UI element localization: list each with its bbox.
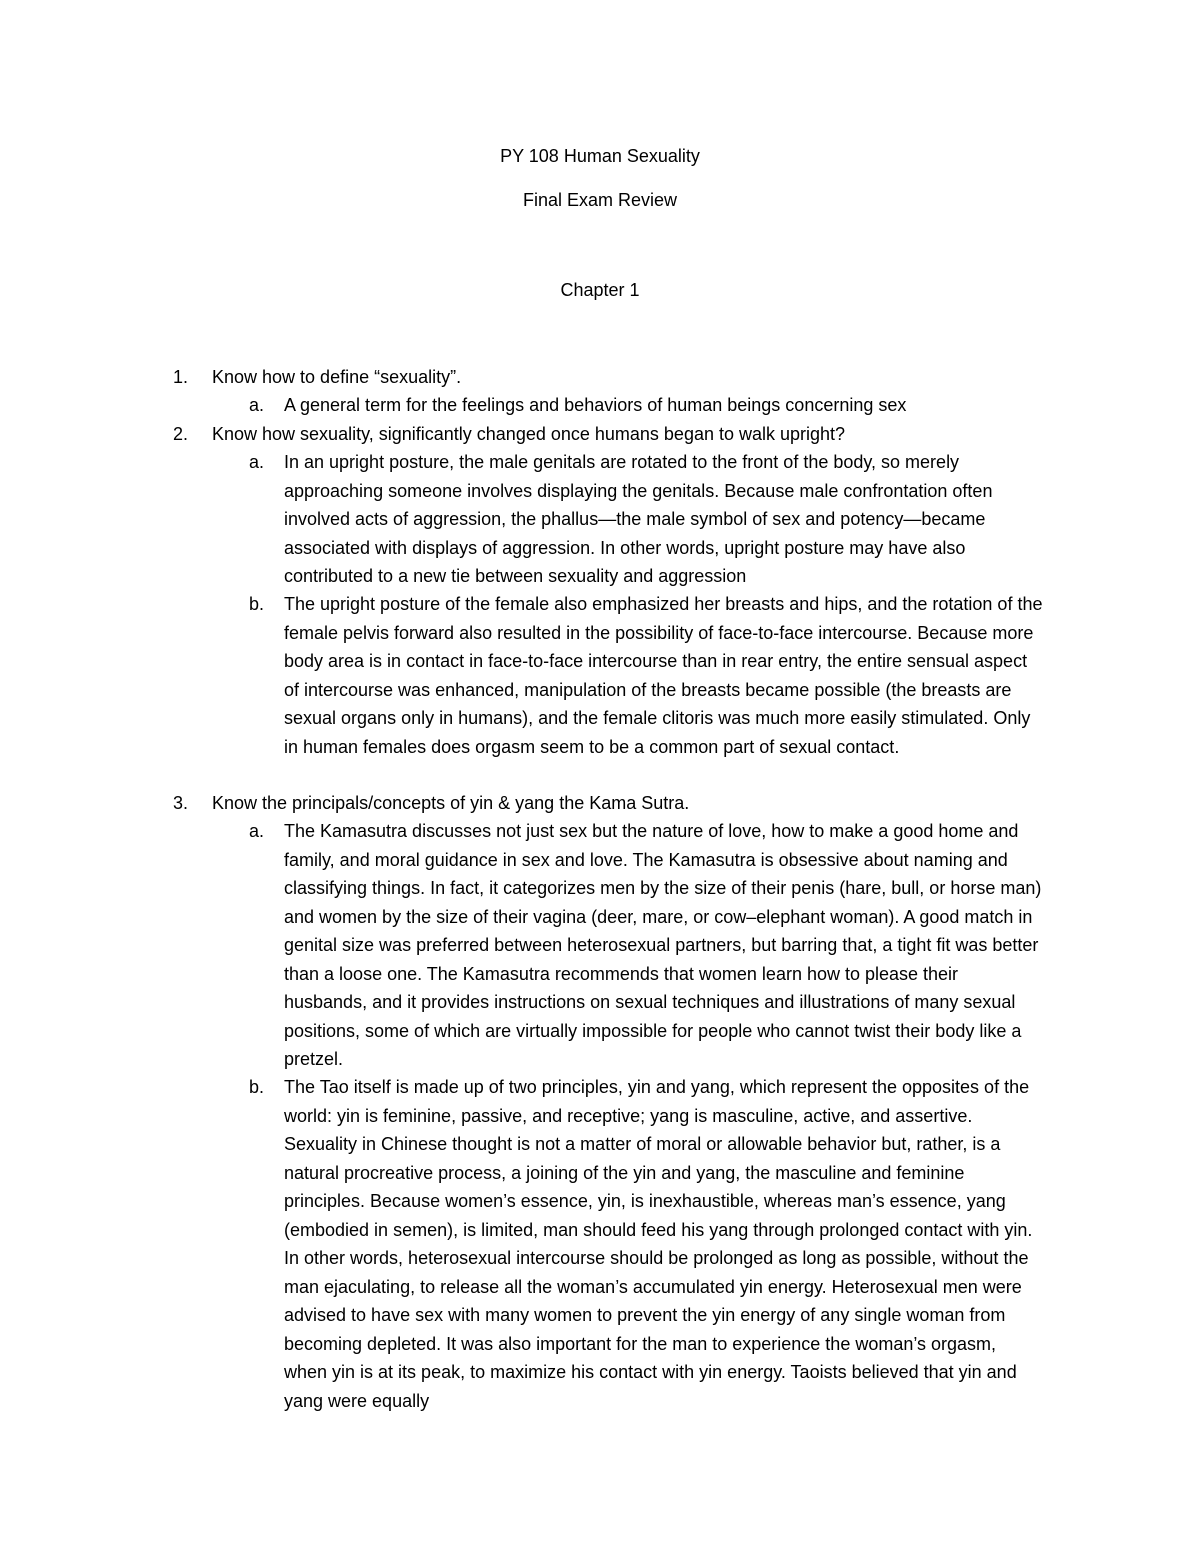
answer-text: The Kamasutra discusses not just sex but the nature of love, how to make a good home and family, and moral guidance in sex and love. The Kamasutra is obsessive about naming and classifying things. In fact, it categorizes men by the size of their penis (hare, bull, or horse man) and women by the size of their vagina (deer, mare, or cow–elephant woman). A good match in genital size was preferred between heterosexual partners, but barring that, a tight fit was better than a loose one. The Kamasutra recommends that women learn how to please their husbands, and it provides instructions on sexual techniques and illustrations of many sexual positions, some of which are virtually impossible for people who cannot twist their body like a pretzel. <box>284 821 1042 1069</box>
answer-text: The upright posture of the female also emphasized her breasts and hips, and the rotation of the female pelvis forward also resulted in the possibility of face-to-face intercourse. Because more body area is in contact in face-to-face intercourse than in rear entry, the entire sensual aspect of intercourse was enhanced, manipulation of the breasts became possible (the breasts are sexual organs only in humans), and the female clitoris was much more easily stimulated. Only in human females does orgasm seem to be a common part of sexual contact. <box>284 594 1043 757</box>
answer-text: A general term for the feelings and behaviors of human beings concerning sex <box>284 395 907 415</box>
item-number: 3. <box>173 793 189 813</box>
sub-item-letter: a. <box>249 452 265 472</box>
sub-item-letter: a. <box>249 395 265 415</box>
answer-text: The Tao itself is made up of two principles, yin and yang, which represent the opposites of the world: yin is feminine, passive, and receptive; yang is masculine, active, and assertive. Sexuality in Chinese thought is not a matter of moral or allowable behavior but, rather, is a natural procreative process, a joining of the yin and yang, the masculine and feminine principles. Because women’s essence, yin, is inexhaustible, whereas man’s essence, yang (embodied in semen), is limited, man should feed his yang through prolonged contact with yin. In other words, heterosexual intercourse should be prolonged as long as possible, without the man ejaculating, to release all the woman’s accumulated yin energy. Heterosexual men were advised to have sex with many women to prevent the yin energy of any single woman from becoming depleted. It was also important for the man to experience the woman’s orgasm, when yin is at its peak, to maximize his contact with yin energy. Taoists believed that yin and yang were equally <box>284 1077 1033 1411</box>
answer-text: In an upright posture, the male genitals are rotated to the front of the body, so merely approaching someone involves displaying the genitals. Because male confrontation often involved acts of aggression, the phallus—the male symbol of sex and potency—became associated with displays of aggression. In other words, upright posture may have also contributed to a new tie between sexuality and aggression <box>284 452 993 586</box>
question-text: Know how sexuality, significantly changed once humans began to walk upright? <box>212 424 846 444</box>
chapter-heading: Chapter 1 <box>560 280 640 300</box>
sub-item-letter: b. <box>249 1077 265 1097</box>
question-text: Know the principals/concepts of yin & yang the Kama Sutra. <box>212 793 690 813</box>
course-title: PY 108 Human Sexuality <box>500 146 700 166</box>
item-number: 1. <box>173 367 189 387</box>
sub-item-letter: a. <box>249 821 265 841</box>
document-title: Final Exam Review <box>522 190 678 210</box>
question-text: Know how to define “sexuality”. <box>212 367 462 387</box>
sub-item-letter: b. <box>249 594 265 614</box>
item-number: 2. <box>173 424 189 444</box>
